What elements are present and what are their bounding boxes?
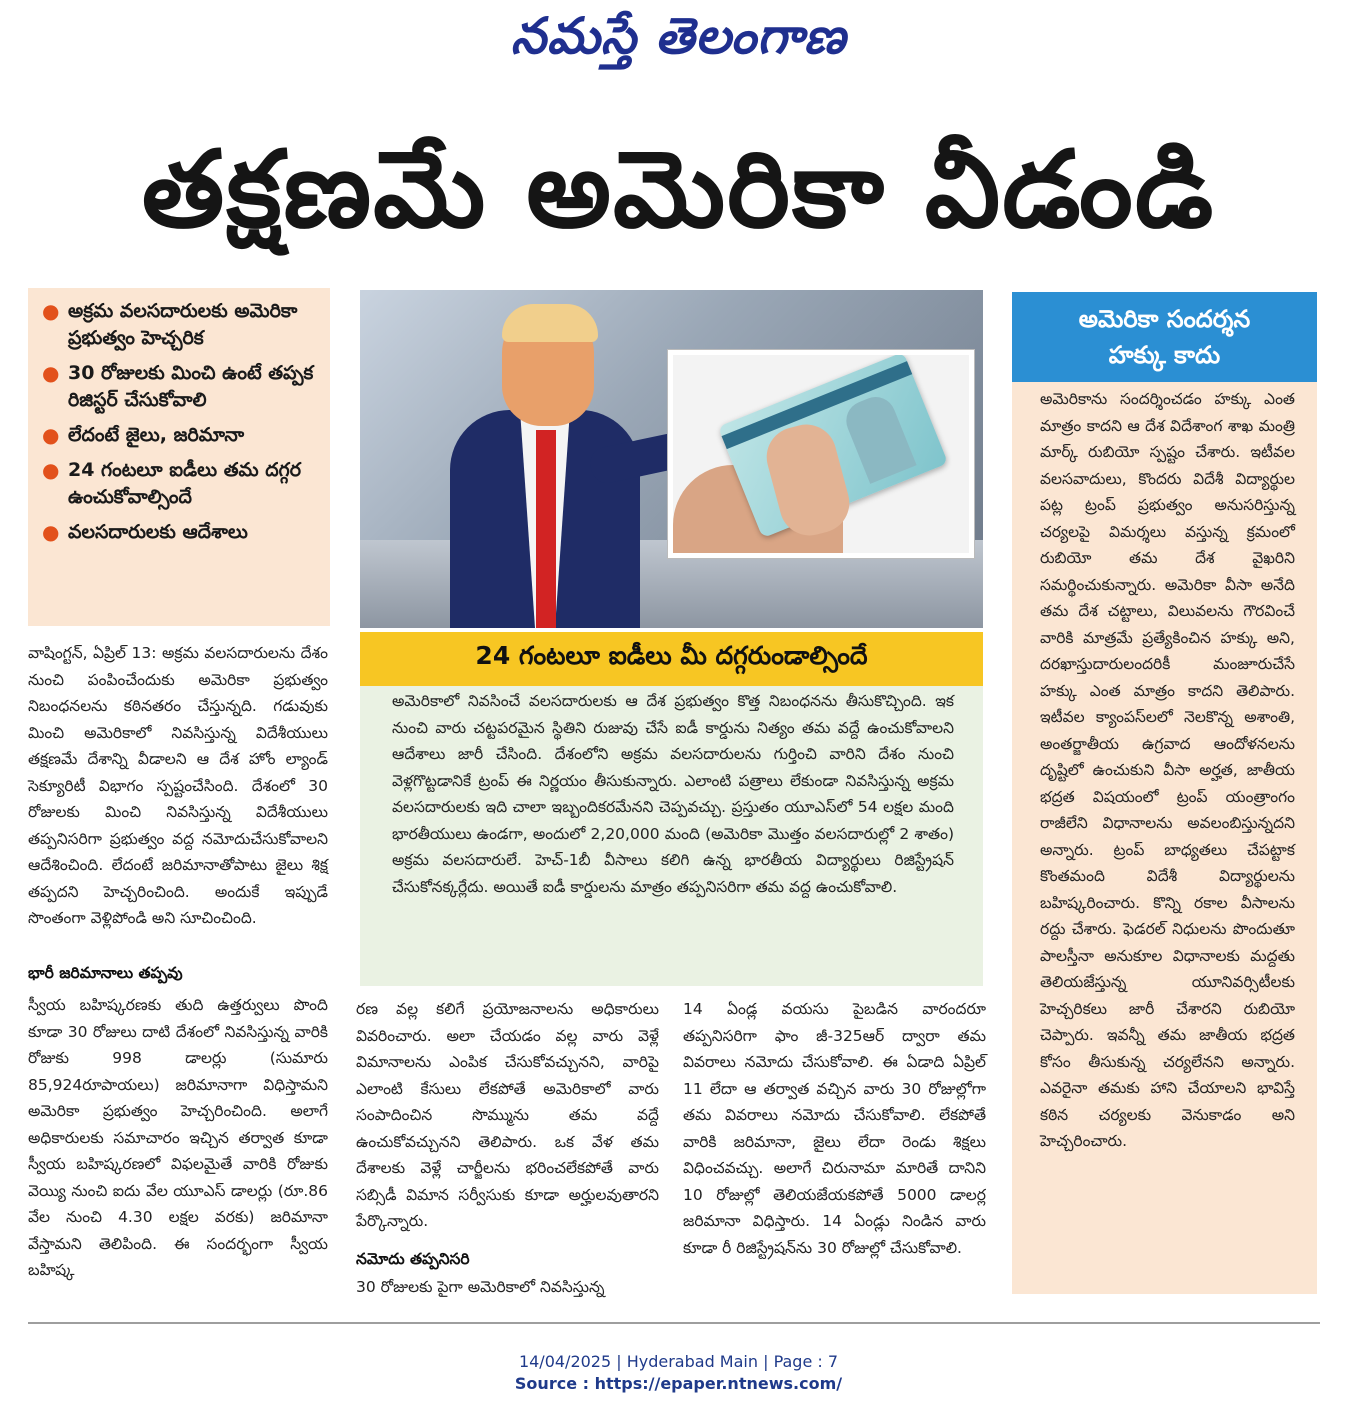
footer-date-edition: 14/04/2025 | Hyderabad Main | Page : 7: [518, 1352, 839, 1371]
sidebar-text: అమెరికాను సందర్శించడం హక్కు ఎంత మాత్రం కాదని ఆ దేశ విదేశాంగ శాఖ మంత్రి మార్క్ రుబియో స్పష్టం చేశారు. ఇటీవల వలసవాదులు, కొందరు విదేశీ విద్యార్థుల పట్ల ట్రంప్ ప్రభుత్వం అనుసరిస్తున్న చర్యలపై విమర్శలు వస్తున్న క్రమంలో రుబియో తమ దేశ వైఖరిని సమర్థించుకున్నారు. అమెరికా వీసా అనేది తమ దేశ చట్టాలు, విలువలను గౌరవించే వారికి మాత్రమే ప్రత్యేకించిన హక్కు అని, దరఖాస్తుదారులందరికీ మంజూరుచేసే హక్కు ఎంత మాత్రం కాదని తెలిపారు. ఇటీవల క్యాంపస్‌లలో నెలకొన్న అశాంతి, అంతర్జాతీయ ఉగ్రవాద ఆందోళనలను దృష్టిలో ఉంచుకుని వీసా అర్హత, జాతీయ భద్రత విషయంలో ట్రంప్ యంత్రాంగం రాజీలేని విధానాలను అవలంబిస్తున్నదని అన్నారు. ట్రంప్ బాధ్యతలు చేపట్టాక కొంతమంది విదేశీ విద్యార్థులను బహిష్కరించారు. కొన్ని రకాల వీసాలను రద్దు చేశారు. ఫెడరల్ నిధులను పొందుతూ పాలస్తీనా అనుకూల విధానాలకు మద్దతు తెలియజేస్తున్న యూనివర్సిటీలకు హెచ్చరికలు జారీ చేశారని రుబియో చెప్పారు. ఇవన్నీ తమ జాతీయ భద్రత కోసం తీసుకున్న చర్యలేనని అన్నారు. ఎవరైనా తమకు హాని చేయాలని భావిస్తే కఠిన చర్యలకు వెనుకాడం అని హెచ్చరించారు.: [1040, 390, 1295, 1150]
photo-subheadline: 24 గంటలూ ఐడీలు మీ దగ్గరుండాల్సిందే: [360, 632, 983, 686]
person-hair: [502, 304, 598, 342]
sidebar-heading: [1012, 292, 1317, 382]
highlight-text: అక్రమ వలసదారులకు అమెరికా ప్రభుత్వం హెచ్చరిక: [68, 300, 298, 349]
sidebar-heading-line: హక్కు కాదు: [1108, 341, 1221, 369]
highlight-item: [38, 457, 324, 511]
newspaper-masthead: నమస్తే తెలంగాణ: [510, 6, 847, 65]
footer-source: Source : https://epaper.ntnews.com/: [514, 1374, 843, 1393]
highlight-text: లేదంటే జైలు, జరిమానా: [68, 424, 245, 446]
highlight-item: [38, 519, 324, 546]
article-column-1-cont: స్వీయ బహిష్కరణకు తుది ఉత్తర్వులు పొంది కూడా 30 రోజులు దాటి దేశంలో నివసిస్తున్న వారికి రోజుకు 998 డాలర్లు (సుమారు 85,924రూపాయలు) జరిమానాగా విధిస్తామని అమెరికా ప్రభుత్వం హెచ్చరించింది. అలాగే అధికారులకు సమాచారం ఇచ్చిన తర్వాత కూడా స్వీయ బహిష్కరణలో విఫలమైతే వారికి రోజుకు వెయ్యి నుంచి ఐదు వేల యూఎస్ డాలర్లు (రూ.86 వేల నుంచి 4.30 లక్షల వరకు) జరిమానా వేస్తామని తెలిపింది. ఈ సందర్భంగా స్వీయ బహిష్క: [28, 996, 328, 1279]
section-subhead: నమోదు తప్పనిసరి: [356, 1250, 470, 1268]
highlight-text: వలసదారులకు ఆదేశాలు: [68, 521, 248, 543]
highlight-item: [38, 298, 324, 352]
highlight-item: [38, 422, 324, 449]
bullet-icon: ●: [42, 520, 60, 544]
green-card-inset-photo: [668, 350, 974, 558]
article-column-1: వాషింగ్టన్, ఏప్రిల్ 13: అక్రమ వలసదారులను దేశం నుంచి పంపించేందుకు అమెరికా ప్రభుత్వం నిబంధనలను కఠినతరం చేస్తున్నది. గడువుకు మించి అమెరికాలో నివసిస్తున్న విదేశీయులు తక్షణమే దేశాన్ని వీడాలని ఆ దేశ హోం ల్యాండ్ సెక్యూరిటీ విభాగం స్పష్టంచేసింది. దేశంలో 30 రోజులకు మించి నివసిస్తున్న విదేశీయులు తప్పనిసరిగా ప్రభుత్వం వద్ద నమోదుచేసుకోవాలని ఆదేశించింది. లేదంటే జరిమానాతోపాటు జైలు శిక్ష తప్పదని హెచ్చరించింది. అందుకే ఇప్పుడే సొంతంగా వెళ్లిపోండి అని సూచించింది.: [28, 644, 328, 927]
highlight-text: 30 రోజులకు మించి ఉంటే తప్పక రిజిస్టర్ చేసుకోవాలి: [68, 362, 314, 411]
section-subhead: భారీ జరిమానాలు తప్పవు: [28, 964, 183, 982]
bullet-icon: ●: [42, 361, 60, 385]
article-headline: తక్షణమే అమెరికా వీడండి: [141, 128, 1216, 251]
highlight-text: 24 గంటలూ ఐడీలు తమ దగ్గర ఉంచుకోవాల్సిందే: [68, 459, 302, 508]
bullet-icon: ●: [42, 458, 60, 482]
footer-divider: [28, 1322, 1320, 1324]
sidebar-heading-line: అమెరికా సందర్శన: [1078, 305, 1251, 333]
bullet-icon: ●: [42, 423, 60, 447]
highlight-item: [38, 360, 324, 414]
highlights-box: [28, 288, 330, 626]
center-box-text: అమెరికాలో నివసించే వలసదారులకు ఆ దేశ ప్రభుత్వం కొత్త నిబంధనను తీసుకొచ్చింది. ఇక నుంచి వారు చట్టపరమైన స్థితిని రుజువు చేసే ఐడీ కార్డును నిత్యం తమ వద్దే ఉంచుకోవాలని ఆదేశాలు జారీ చేసింది. దేశంలోని అక్రమ వలసదారులను గుర్తించి వారిని దేశం నుంచి వెళ్లగొట్టడానికే ట్రంప్ ఈ నిర్ణయం తీసుకున్నారు. ఎలాంటి పత్రాలు లేకుండా నివసిస్తున్న అక్రమ వలసదారులకు ఇది చాలా ఇబ్బందికరమేనని చెప్పవచ్చు. ప్రస్తుతం యూఎస్‌లో 54 లక్షల మంది భారతీయులు ఉండగా, అందులో 2,20,000 మంది (అమెరికా మొత్తం వలసదారుల్లో 2 శాతం) అక్రమ వలసదారులే. హెచ్-1బీ వీసాలు కలిగి ఉన్న భారతీయ విద్యార్థులు రిజిస్ట్రేషన్ చేసుకోనక్కర్లేదు. అయితే ఐడీ కార్డులను మాత్రం తప్పనిసరిగా తమ వద్ద ఉంచుకోవాలి.: [392, 692, 954, 896]
bullet-icon: ●: [42, 299, 60, 323]
article-column-3: 14 ఏండ్ల వయసు పైబడిన వారందరూ తప్పనిసరిగా ఫాం జీ-325ఆర్ ద్వారా తమ వివరాలు నమోదు చేసుకోవాలి. ఈ ఏడాది ఏప్రిల్ 11 లేదా ఆ తర్వాత వచ్చిన వారు 30 రోజుల్లోగా తమ వివరాలు నమోదు చేసుకోవాలి. లేకపోతే వారికి జరిమానా, జైలు లేదా రెండు శిక్షలు విధించవచ్చు. అలాగే చిరునామా మారితే దానిని 10 రోజుల్లో తెలియజేయకపోతే 5000 డాలర్ల జరిమానా విధిస్తారు. 14 ఏండ్లు నిండిన వారు కూడా రీ రిజిస్ట్రేషన్‌ను 30 రోజుల్లో చేసుకోవాలి.: [683, 1000, 986, 1257]
person-tie: [536, 430, 556, 628]
article-column-2-cont: 30 రోజులకు పైగా అమెరికాలో నివసిస్తున్న: [356, 1278, 605, 1296]
card-statue: [840, 391, 916, 484]
article-column-2: రణ వల్ల కలిగే ప్రయోజనాలను అధికారులు వివరించారు. అలా చేయడం వల్ల వారు వెళ్లే విమానాలను ఎంపిక చేసుకోవచ్చునని, వారిపై ఎలాంటి కేసులు లేకపోతే అమెరికాలో వారు సంపాదించిన సొమ్మును తమ వద్దే ఉంచుకోవచ్చునని తెలిపారు. ఒక వేళ తమ దేశాలకు వెళ్లే చార్జీలను భరించలేకపోతే వారు సబ్సిడీ విమాన సర్వీసుకు కూడా అర్హులవుతారని పేర్కొన్నారు.: [356, 1000, 659, 1230]
